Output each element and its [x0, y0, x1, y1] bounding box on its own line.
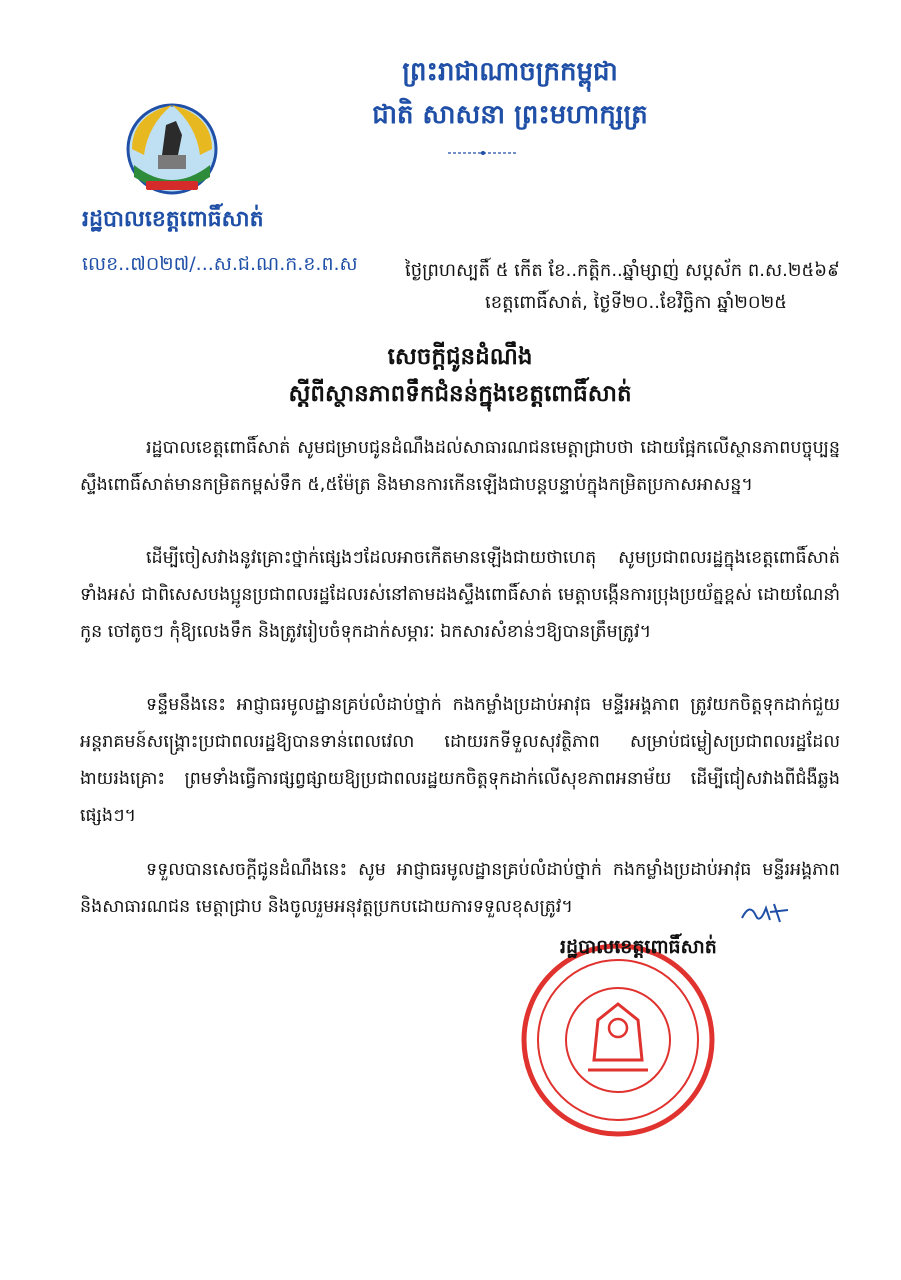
kingdom-motto: ជាតិ សាសនា ព្រះមហាក្សត្រ: [372, 100, 648, 130]
paragraph-3: ទន្ទឹមនឹងនេះ អាជ្ញាធរមូលដ្ឋានគ្រប់លំដាប់ថ្នាក់ កងកម្លាំងប្រដាប់អាវុធ មន្ទីរអង្គភាព ត្រូវយកចិត្តទុកដាក់ជួយអន្តរាគមន៍សង្គ្រោះប្រជាពលរដ្ឋឱ្យបានទាន់ពេលវេលា ដោយរកទីទួលសុវត្ថិភាព សម្រាប់ជម្លៀសប្រជាពលរដ្ឋដែលងាយរងគ្រោះ ព្រមទាំងធ្វើការផ្សព្វផ្សាយឱ្យប្រជាពលរដ្ឋយកចិត្តទុកដាក់លើសុខភាពអនាម័យ ដើម្បីជៀសវាងពីជំងឺឆ្លងផ្សេងៗ។: [80, 695, 840, 826]
document-title: សេចក្តីជូនដំណឹង: [387, 344, 533, 370]
signatory-name: រដ្ឋបាលខេត្តពោធិ៍សាត់: [560, 936, 717, 958]
document-subject: ស្តីពីស្ថានភាពទឹកជំនន់ក្នុងខេត្តពោធិ៍សាត់: [288, 381, 632, 407]
paragraph-4: ទទួលបានសេចក្តីជូនដំណឹងនេះ សូម អាជ្ញាធរមូលដ្ឋានគ្រប់លំដាប់ថ្នាក់ កងកម្លាំងប្រដាប់អាវុធ មន្ទីរអង្គភាព និងសាធារណជន មេត្តាជ្រាប និងចូលរួមអនុវត្តប្រកបដោយការទទួលខុសត្រូវ។: [80, 860, 840, 917]
issuer-name: រដ្ឋបាលខេត្តពោធិ៍សាត់: [82, 207, 264, 232]
paragraph-2: ដើម្បីចៀសវាងនូវគ្រោះថ្នាក់ផ្សេងៗដែលអាចកើតមានឡើងជាយថាហេតុ សូមប្រជាពលរដ្ឋក្នុងខេត្តពោធិ៍សាត់ទាំងអស់ ជាពិសេសបងប្អូនប្រជាពលរដ្ឋដែលរស់នៅតាមដងស្ទឹងពោធិ៍សាត់ មេត្តាបង្កើនការប្រុងប្រយ័ត្នខ្ពស់ ដោយណែនាំកូន ចៅតូចៗ កុំឱ្យលេងទឹក និងត្រូវរៀបចំទុកដាក់សម្ភារៈ ឯកសារសំខាន់ៗឱ្យបានត្រឹមត្រូវ។: [80, 548, 840, 642]
province-emblem-icon: [118, 95, 226, 203]
header-ornament: [448, 150, 518, 156]
official-seal: [518, 940, 718, 1140]
paragraph-1: រដ្ឋបាលខេត្តពោធិ៍សាត់ សូមជម្រាបជូនដំណឹងដល់សាធារណជនមេត្តាជ្រាបថា ដោយផ្អែកលើស្ថានភាពបច្ចុប្បន្នស្ទឹងពោធិ៍សាត់មានកម្រិតកម្ពស់ទឹក ៥,៥ម៉ែត្រ និងមានការកើនឡើងជាបន្តបន្ទាប់ក្នុងកម្រិតប្រកាសអាសន្ន។: [80, 438, 840, 495]
signature-mark: [740, 898, 790, 926]
solar-date: ខេត្តពោធិ៍សាត់, ថ្ងៃទី២០..ខែវិច្ឆិកា ឆ្នាំ២០២៥: [485, 292, 787, 313]
kingdom-title: ព្រះរាជាណាចក្រកម្ពុជា: [402, 57, 618, 87]
lunar-date: ថ្ងៃព្រហស្បតិ៍ ៥ កើត ខែ..កត្តិក..ឆ្នាំម្សាញ់ សប្តស័ក ព.ស.២៥៦៩: [405, 260, 840, 281]
reference-number: លេខ..៧០២៧/...ស.ជ.ណ.ក.ខ.ព.ស: [82, 253, 358, 275]
